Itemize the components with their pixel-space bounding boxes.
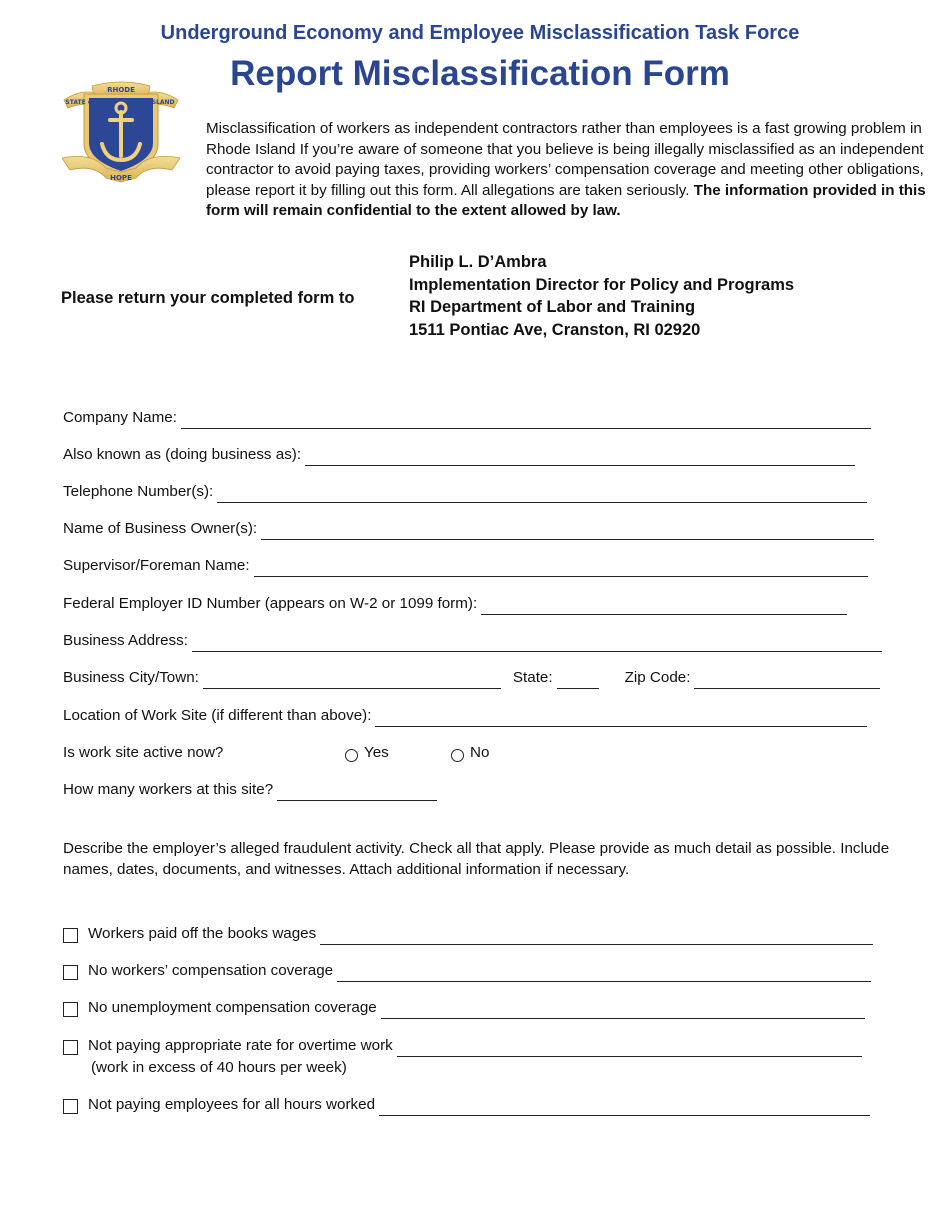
recipient-name: Philip L. D’Ambra — [409, 253, 547, 271]
off-books-checkbox[interactable] — [63, 928, 78, 943]
return-instructions-label: Please return your completed form to — [61, 289, 355, 307]
supervisor-row — [63, 555, 868, 577]
return-address-block — [409, 251, 794, 341]
zip-field[interactable] — [694, 672, 880, 689]
active-site-question: Is work site active now? — [63, 744, 224, 761]
no-unemployment-detail-field[interactable] — [381, 1002, 865, 1019]
recipient-position: Implementation Director for Policy and Programs — [409, 275, 795, 294]
telephone-row — [63, 481, 867, 503]
off-books-detail-field[interactable] — [320, 928, 873, 945]
workers-count-row — [63, 779, 437, 801]
activity-item — [63, 960, 871, 982]
supervisor-field[interactable] — [254, 560, 868, 577]
yes-radio[interactable] — [345, 749, 358, 762]
no-workers-comp-label: No workers’ compensation coverage — [88, 962, 334, 979]
workers-count-field[interactable] — [277, 784, 437, 801]
no-unemployment-label: No unemployment compensation coverage — [88, 999, 377, 1016]
all-hours-checkbox[interactable] — [63, 1099, 78, 1114]
telephone-field[interactable] — [217, 486, 867, 503]
work-site-row — [63, 705, 867, 727]
no-workers-comp-detail-field[interactable] — [337, 965, 871, 982]
seal-text-island: ISLAND — [149, 99, 175, 106]
off-books-label: Workers paid off the books wages — [88, 925, 317, 942]
recipient-department: RI Department of Labor and Training — [409, 298, 696, 316]
zip-label: Zip Code: — [624, 669, 691, 686]
activity-item — [63, 1035, 862, 1057]
all-hours-label: Not paying employees for all hours worked — [88, 1096, 376, 1113]
task-force-heading: Underground Economy and Employee Misclassification Task Force — [160, 22, 800, 44]
workers-count-label: How many workers at this site? — [63, 781, 274, 798]
dba-field[interactable] — [305, 449, 855, 466]
owner-label: Name of Business Owner(s): — [63, 520, 258, 537]
no-radio[interactable] — [451, 749, 464, 762]
city-state-zip-row — [63, 667, 880, 689]
activity-item — [63, 997, 865, 1019]
overtime-checkbox[interactable] — [63, 1040, 78, 1055]
overtime-detail-field[interactable] — [397, 1040, 862, 1057]
overtime-label: Not paying appropriate rate for overtime work — [88, 1037, 393, 1054]
activity-description: Describe the employer’s alleged fraudulent activity. Check all that apply. Please provide as much detail as possible. Include names, dates, documents, and witnesses. Attach additional information if necessary. — [63, 840, 890, 878]
company-name-row — [63, 407, 871, 429]
state-label: State: — [512, 669, 553, 686]
activity-item — [63, 1094, 870, 1116]
owner-field[interactable] — [261, 523, 874, 540]
fein-row — [63, 593, 847, 615]
intro-text: Misclassification of workers as independent contractors rather than employees is a fast growing problem in Rhode Island If you’re aware of someone that you believe is being illegally misclassified as an independent contractor to avoid paying taxes, providing workers’ compensation coverage and meeting other obligations, please report it by filling out this form. All allegations are taken seriously. — [206, 120, 924, 199]
confidentiality-note: The information provided in this form will remain confidential to the extent allowed by law. — [206, 181, 926, 219]
no-label: No — [470, 744, 490, 761]
business-address-label: Business Address: — [63, 632, 188, 649]
telephone-label: Telephone Number(s): — [63, 483, 214, 500]
fein-label: Federal Employer ID Number (appears on W-2 or 1099 form): — [63, 595, 478, 612]
activity-item — [63, 923, 873, 945]
state-field[interactable] — [557, 672, 599, 689]
all-hours-detail-field[interactable] — [379, 1099, 870, 1116]
fein-field[interactable] — [481, 598, 847, 615]
page-title: Report Misclassification Form — [230, 54, 730, 93]
dba-row — [63, 444, 855, 466]
city-label: Business City/Town: — [63, 669, 199, 686]
seal-text-hope: HOPE — [110, 174, 132, 182]
work-site-field[interactable] — [375, 710, 867, 727]
business-address-field[interactable] — [192, 635, 882, 652]
no-unemployment-checkbox[interactable] — [63, 1002, 78, 1017]
no-workers-comp-checkbox[interactable] — [63, 965, 78, 980]
company-name-field[interactable] — [181, 412, 871, 429]
city-field[interactable] — [203, 672, 501, 689]
company-name-label: Company Name: — [63, 409, 177, 426]
dba-label: Also known as (doing business as): — [63, 446, 302, 463]
rhode-island-seal-logo — [62, 80, 180, 186]
work-site-label: Location of Work Site (if different than above): — [63, 707, 372, 724]
business-address-row — [63, 630, 882, 652]
active-site-row — [63, 742, 489, 764]
seal-text-state-of: STATE of — [65, 99, 95, 106]
owner-row — [63, 518, 874, 540]
recipient-street-address: 1511 Pontiac Ave, Cranston, RI 02920 — [409, 320, 701, 339]
yes-label: Yes — [364, 744, 389, 761]
supervisor-label: Supervisor/Foreman Name: — [63, 557, 250, 574]
overtime-note: (work in excess of 40 hours per week) — [91, 1059, 347, 1076]
seal-text-rhode: RHODE — [107, 86, 135, 94]
intro-paragraph — [206, 119, 938, 222]
